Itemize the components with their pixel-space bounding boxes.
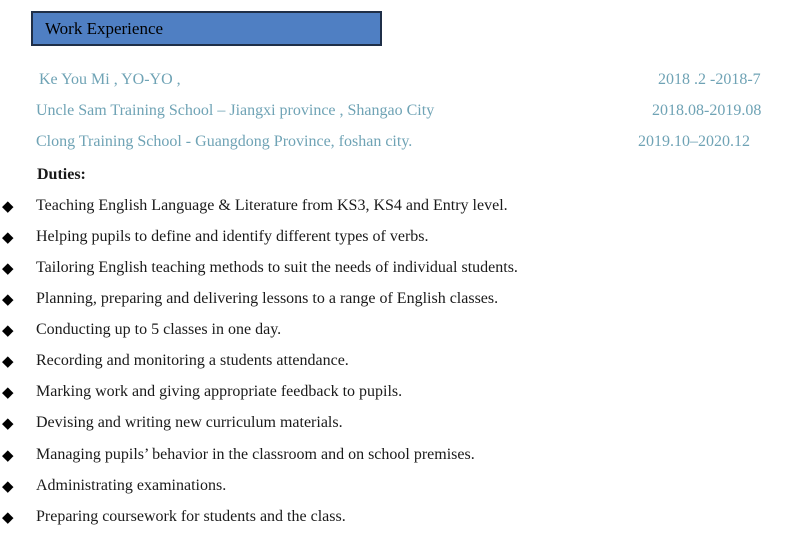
job-entry: [0, 102, 791, 124]
duty-item: [0, 446, 791, 468]
duties-label: Duties:: [37, 166, 86, 183]
job-entry: [0, 71, 791, 93]
job-employer: Ke You Mi , YO-YO ,: [39, 71, 181, 88]
duty-item: [0, 508, 791, 530]
section-header: [31, 11, 382, 46]
diamond-icon: ◆: [2, 414, 14, 432]
job-period: 2018.08-2019.08: [652, 102, 762, 119]
diamond-icon: ◆: [2, 383, 14, 401]
duty-item: [0, 259, 791, 281]
diamond-icon: ◆: [2, 508, 14, 526]
diamond-icon: ◆: [2, 228, 14, 246]
job-employer: Clong Training School - Guangdong Province, foshan city.: [36, 133, 413, 150]
duty-text: Conducting up to 5 classes in one day.: [36, 321, 282, 338]
duty-text: Planning, preparing and delivering lessons to a range of English classes.: [36, 290, 499, 307]
diamond-icon: ◆: [2, 477, 14, 495]
duty-text: Tailoring English teaching methods to suit the needs of individual students.: [36, 259, 518, 276]
duty-item: [0, 414, 791, 436]
diamond-icon: ◆: [2, 446, 14, 464]
duty-text: Managing pupils’ behavior in the classroom and on school premises.: [36, 446, 475, 463]
diamond-icon: ◆: [2, 321, 14, 339]
diamond-icon: ◆: [2, 259, 14, 277]
duty-item: [0, 290, 791, 312]
duty-text: Recording and monitoring a students attendance.: [36, 352, 349, 369]
job-period: 2019.10–2020.12: [638, 133, 750, 150]
duty-text: Teaching English Language & Literature from KS3, KS4 and Entry level.: [36, 197, 508, 214]
duty-item: [0, 228, 791, 250]
job-entry: [0, 133, 791, 155]
diamond-icon: ◆: [2, 197, 14, 215]
duty-text: Administrating examinations.: [36, 477, 227, 494]
job-period: 2018 .2 -2018-7: [658, 71, 761, 88]
duty-item: [0, 197, 791, 219]
duty-text: Marking work and giving appropriate feedback to pupils.: [36, 383, 403, 400]
duty-item: [0, 321, 791, 343]
duty-item: [0, 352, 791, 374]
diamond-icon: ◆: [2, 290, 14, 308]
section-title: Work Experience: [45, 18, 164, 38]
duty-text: Helping pupils to define and identify different types of verbs.: [36, 228, 429, 245]
job-employer: Uncle Sam Training School – Jiangxi province , Shangao City: [36, 102, 435, 119]
duty-item: [0, 477, 791, 499]
duty-text: Devising and writing new curriculum materials.: [36, 414, 343, 431]
diamond-icon: ◆: [2, 352, 14, 370]
duty-text: Preparing coursework for students and the class.: [36, 508, 346, 525]
duty-item: [0, 383, 791, 405]
